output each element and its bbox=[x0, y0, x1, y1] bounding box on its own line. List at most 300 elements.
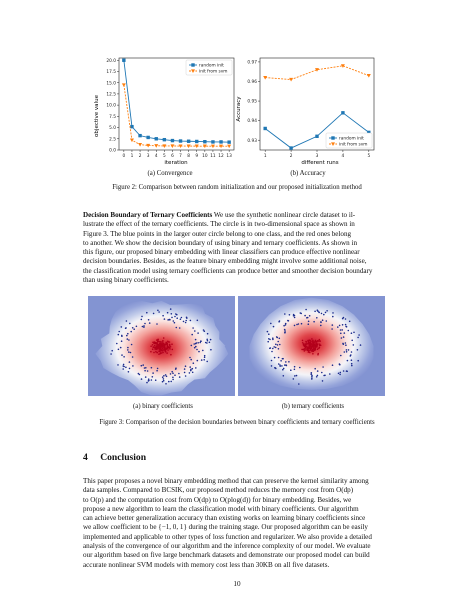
red-point bbox=[308, 351, 310, 353]
blue-point bbox=[299, 367, 301, 369]
blue-point bbox=[175, 368, 177, 370]
red-point bbox=[153, 352, 155, 354]
blue-point bbox=[339, 325, 341, 327]
red-point bbox=[168, 346, 170, 348]
y-tick-label: 7.5 bbox=[109, 114, 116, 120]
blue-point bbox=[289, 314, 291, 316]
red-point bbox=[313, 346, 315, 348]
blue-point bbox=[110, 353, 112, 355]
blue-point bbox=[322, 366, 324, 368]
red-point bbox=[303, 344, 305, 346]
data-point bbox=[163, 138, 166, 141]
y-tick-label: 0.94 bbox=[247, 119, 257, 125]
blue-point bbox=[285, 361, 287, 363]
blue-point bbox=[338, 373, 340, 375]
red-point bbox=[309, 344, 311, 346]
blue-point bbox=[200, 340, 202, 342]
blue-point bbox=[332, 316, 334, 318]
blue-point bbox=[278, 321, 280, 323]
blue-point bbox=[184, 372, 186, 374]
data-point bbox=[263, 127, 266, 130]
blue-point bbox=[331, 328, 333, 330]
red-point bbox=[317, 353, 319, 355]
red-point bbox=[162, 340, 164, 342]
data-point bbox=[138, 134, 141, 137]
red-point bbox=[313, 344, 315, 346]
data-point bbox=[191, 63, 194, 66]
accuracy-subcaption: (b) Accuracy bbox=[290, 170, 326, 177]
data-point bbox=[122, 83, 126, 87]
blue-point bbox=[132, 356, 134, 358]
blue-point bbox=[357, 337, 359, 339]
x-tick-label: 2 bbox=[138, 154, 142, 159]
blue-point bbox=[170, 373, 172, 375]
blue-point bbox=[196, 349, 198, 351]
red-point bbox=[162, 352, 164, 354]
red-point bbox=[166, 352, 168, 354]
section-title: Conclusion bbox=[100, 452, 147, 463]
blue-point bbox=[186, 317, 188, 319]
blue-point bbox=[185, 375, 187, 377]
blue-point bbox=[341, 329, 343, 331]
blue-point bbox=[118, 331, 120, 333]
blue-point bbox=[163, 375, 165, 377]
paragraph-line: than using binary coefficients. bbox=[83, 276, 169, 285]
blue-point bbox=[121, 335, 123, 337]
data-point bbox=[155, 137, 158, 140]
blue-point bbox=[176, 327, 178, 329]
blue-point bbox=[158, 311, 160, 313]
paragraph-line: Figure 3. The blue points in the larger outer circle belong to one class, and the red ones belong bbox=[83, 229, 352, 238]
red-point bbox=[152, 344, 154, 346]
blue-point bbox=[344, 351, 346, 353]
blue-point bbox=[298, 323, 300, 325]
blue-point bbox=[332, 324, 334, 326]
red-point bbox=[319, 339, 321, 341]
red-point bbox=[314, 349, 316, 351]
x-tick-label: 7 bbox=[179, 154, 182, 159]
data-point bbox=[138, 143, 142, 147]
blue-point bbox=[191, 334, 193, 336]
accuracy-ylabel: Accuracy bbox=[236, 96, 242, 122]
blue-point bbox=[132, 365, 134, 367]
series-line bbox=[265, 66, 369, 80]
blue-point bbox=[342, 318, 344, 320]
blue-point bbox=[344, 332, 346, 334]
y-tick-label: 20.0 bbox=[106, 58, 116, 64]
blue-point bbox=[357, 349, 359, 351]
conclusion-line: propose a new algorithm to learn the classification model with binary coefficients. Our algorithm bbox=[83, 504, 359, 513]
blue-point bbox=[144, 323, 146, 325]
blue-point bbox=[210, 349, 212, 351]
conclusion-line: analysis of the convergence of our algorithm and the inference complexity of our model. We evaluate bbox=[83, 542, 371, 551]
blue-point bbox=[340, 329, 342, 331]
red-point bbox=[160, 345, 162, 347]
data-point bbox=[219, 140, 222, 143]
blue-point bbox=[153, 313, 155, 315]
blue-point bbox=[129, 368, 131, 370]
red-point bbox=[308, 342, 310, 344]
blue-point bbox=[322, 380, 324, 382]
blue-point bbox=[122, 368, 124, 370]
blue-point bbox=[316, 376, 318, 378]
blue-point bbox=[277, 344, 279, 346]
blue-point bbox=[117, 364, 119, 366]
blue-point bbox=[340, 355, 342, 357]
blue-point bbox=[127, 338, 129, 340]
blue-point bbox=[151, 379, 153, 381]
blue-point bbox=[345, 318, 347, 320]
blue-point bbox=[290, 369, 292, 371]
red-point bbox=[311, 351, 313, 353]
blue-point bbox=[129, 361, 131, 363]
blue-point bbox=[165, 374, 167, 376]
x-tick-label: 2 bbox=[289, 154, 293, 159]
blue-point bbox=[282, 369, 284, 371]
blue-point bbox=[274, 357, 276, 359]
blue-point bbox=[198, 351, 200, 353]
x-tick-label: 0 bbox=[122, 154, 126, 159]
data-point bbox=[203, 140, 206, 143]
red-point bbox=[166, 347, 168, 349]
x-tick-label: 9 bbox=[195, 154, 199, 159]
blue-point bbox=[128, 339, 130, 341]
blue-point bbox=[192, 372, 194, 374]
blue-point bbox=[155, 379, 157, 381]
blue-point bbox=[185, 320, 187, 322]
y-tick-label: 0.96 bbox=[247, 80, 257, 86]
y-tick-label: 0.95 bbox=[247, 99, 257, 105]
red-point bbox=[165, 344, 167, 346]
blue-point bbox=[206, 361, 208, 363]
y-tick-label: 5.0 bbox=[109, 126, 116, 132]
blue-point bbox=[130, 352, 132, 354]
blue-point bbox=[178, 373, 180, 375]
red-point bbox=[303, 349, 305, 351]
red-point bbox=[310, 340, 312, 342]
blue-point bbox=[151, 367, 153, 369]
red-point bbox=[317, 343, 319, 345]
red-point bbox=[165, 351, 167, 353]
red-point bbox=[156, 352, 158, 354]
blue-point bbox=[283, 325, 285, 327]
red-point bbox=[309, 352, 311, 354]
red-point bbox=[161, 341, 163, 343]
x-tick-label: 6 bbox=[171, 154, 174, 159]
section-number: 4 bbox=[83, 452, 88, 463]
blue-point bbox=[300, 313, 302, 315]
blue-point bbox=[321, 372, 323, 374]
blue-point bbox=[278, 357, 280, 359]
blue-point bbox=[192, 368, 194, 370]
blue-point bbox=[284, 330, 286, 332]
blue-point bbox=[298, 383, 300, 385]
blue-point bbox=[329, 373, 331, 375]
blue-point bbox=[143, 325, 145, 327]
blue-point bbox=[350, 354, 352, 356]
blue-point bbox=[284, 313, 286, 315]
blue-point bbox=[317, 375, 319, 377]
blue-point bbox=[157, 368, 159, 370]
red-point bbox=[318, 348, 320, 350]
blue-point bbox=[313, 321, 315, 323]
blue-point bbox=[194, 330, 196, 332]
blue-point bbox=[142, 364, 144, 366]
red-point bbox=[167, 346, 169, 348]
blue-point bbox=[149, 322, 151, 324]
blue-point bbox=[337, 326, 339, 328]
blue-point bbox=[279, 344, 281, 346]
blue-point bbox=[304, 315, 306, 317]
blue-point bbox=[323, 314, 325, 316]
red-point bbox=[317, 348, 319, 350]
conclusion-line: implemented and applicable to other types of loss function and regularizer. We also provide a detailed bbox=[83, 532, 372, 541]
blue-point bbox=[357, 360, 359, 362]
red-point bbox=[307, 349, 309, 351]
blue-point bbox=[141, 316, 143, 318]
red-point bbox=[167, 349, 169, 351]
legend-label: init from svm bbox=[199, 69, 228, 75]
red-point bbox=[311, 343, 313, 345]
data-point bbox=[227, 140, 230, 143]
red-point bbox=[157, 339, 159, 341]
data-point bbox=[211, 140, 214, 143]
blue-point bbox=[146, 382, 148, 384]
decision-boundary-paragraph bbox=[83, 211, 395, 285]
blue-point bbox=[180, 318, 182, 320]
blue-point bbox=[294, 366, 296, 368]
blue-point bbox=[206, 339, 208, 341]
blue-point bbox=[353, 332, 355, 334]
blue-point bbox=[120, 347, 122, 349]
blue-point bbox=[345, 344, 347, 346]
blue-point bbox=[207, 340, 209, 342]
blue-point bbox=[270, 347, 272, 349]
legend-label: random init bbox=[339, 136, 364, 142]
blue-point bbox=[351, 351, 353, 353]
blue-point bbox=[294, 369, 296, 371]
y-tick-label: 17.5 bbox=[106, 70, 116, 76]
red-point bbox=[160, 346, 162, 348]
conclusion-line: our algorithm based on five large benchmark datasets and demonstrate our proposed model can build bbox=[83, 551, 370, 560]
red-point bbox=[315, 346, 317, 348]
x-tick-label: 11 bbox=[210, 154, 216, 159]
x-tick-label: 8 bbox=[187, 154, 191, 159]
ternary-subcaption: (b) ternary coefficients bbox=[281, 403, 345, 410]
red-point bbox=[158, 353, 160, 355]
paragraph-line: We use the synthetic nonlinear circle dataset to il- bbox=[213, 211, 356, 219]
data-point bbox=[171, 139, 174, 142]
blue-point bbox=[171, 371, 173, 373]
blue-point bbox=[275, 347, 277, 349]
blue-point bbox=[126, 320, 128, 322]
blue-point bbox=[202, 350, 204, 352]
red-point bbox=[164, 345, 166, 347]
red-point bbox=[172, 349, 174, 351]
red-point bbox=[163, 349, 165, 351]
blue-point bbox=[320, 321, 322, 323]
blue-point bbox=[131, 344, 133, 346]
blue-point bbox=[346, 326, 348, 328]
blue-point bbox=[185, 322, 187, 324]
blue-point bbox=[189, 357, 191, 359]
blue-point bbox=[309, 315, 311, 317]
convergence-plot bbox=[92, 54, 242, 166]
red-point bbox=[309, 350, 311, 352]
blue-point bbox=[348, 349, 350, 351]
blue-point bbox=[174, 374, 176, 376]
blue-point bbox=[346, 371, 348, 373]
blue-point bbox=[301, 323, 303, 325]
y-tick-label: 0.97 bbox=[247, 60, 257, 66]
blue-point bbox=[121, 326, 123, 328]
red-point bbox=[162, 343, 164, 345]
data-point bbox=[315, 135, 318, 138]
blue-point bbox=[326, 310, 328, 312]
blue-point bbox=[360, 344, 362, 346]
red-point bbox=[311, 338, 313, 340]
blue-point bbox=[317, 370, 319, 372]
blue-point bbox=[284, 329, 286, 331]
blue-point bbox=[205, 342, 207, 344]
blue-point bbox=[168, 381, 170, 383]
blue-point bbox=[138, 373, 140, 375]
paragraph-line: to another. We show the decision boundary of using binary and ternary coefficients. As shown in bbox=[83, 238, 357, 247]
red-point bbox=[169, 344, 171, 346]
x-tick-label: 3 bbox=[146, 154, 150, 159]
blue-point bbox=[267, 341, 269, 343]
red-point bbox=[305, 349, 307, 351]
red-point bbox=[307, 340, 309, 342]
blue-point bbox=[201, 359, 203, 361]
blue-point bbox=[144, 370, 146, 372]
blue-point bbox=[347, 360, 349, 362]
blue-point bbox=[146, 312, 148, 314]
y-tick-label: 0.93 bbox=[247, 138, 257, 144]
blue-point bbox=[125, 367, 127, 369]
blue-point bbox=[271, 365, 273, 367]
data-point bbox=[289, 146, 292, 149]
blue-point bbox=[203, 329, 205, 331]
blue-point bbox=[316, 317, 318, 319]
red-point bbox=[315, 340, 317, 342]
blue-point bbox=[172, 379, 174, 381]
blue-point bbox=[332, 312, 334, 314]
blue-point bbox=[296, 375, 298, 377]
blue-point bbox=[285, 364, 287, 366]
red-point bbox=[152, 348, 154, 350]
blue-point bbox=[195, 339, 197, 341]
blue-point bbox=[325, 312, 327, 314]
page-number: 10 bbox=[233, 580, 241, 588]
y-tick-label: 10.0 bbox=[106, 103, 116, 109]
blue-point bbox=[321, 313, 323, 315]
blue-point bbox=[323, 375, 325, 377]
blue-point bbox=[148, 378, 150, 380]
blue-point bbox=[163, 378, 165, 380]
red-point bbox=[150, 351, 152, 353]
x-tick-label: 5 bbox=[367, 154, 371, 159]
convergence-subcaption: (a) Convergence bbox=[147, 170, 193, 177]
conclusion-line: This paper proposes a novel binary embedding method that can preserve the kernel similarity among bbox=[83, 477, 369, 485]
blue-point bbox=[271, 351, 273, 353]
blue-point bbox=[148, 319, 150, 321]
blue-point bbox=[326, 320, 328, 322]
red-point bbox=[310, 349, 312, 351]
blue-point bbox=[311, 378, 313, 380]
blue-point bbox=[121, 354, 123, 356]
blue-point bbox=[358, 334, 360, 336]
blue-point bbox=[133, 328, 135, 330]
red-point bbox=[302, 340, 304, 342]
blue-point bbox=[128, 371, 130, 373]
red-point bbox=[170, 354, 172, 356]
blue-point bbox=[341, 337, 343, 339]
blue-point bbox=[136, 326, 138, 328]
blue-point bbox=[282, 358, 284, 360]
blue-point bbox=[145, 367, 147, 369]
red-point bbox=[169, 341, 171, 343]
red-point bbox=[158, 351, 160, 353]
red-point bbox=[317, 340, 319, 342]
data-point bbox=[367, 74, 371, 78]
y-tick-label: 2.5 bbox=[109, 137, 116, 143]
blue-point bbox=[343, 370, 345, 372]
red-point bbox=[155, 351, 157, 353]
y-tick-label: 0.0 bbox=[109, 148, 116, 154]
accuracy-plot bbox=[232, 54, 382, 166]
blue-point bbox=[279, 365, 281, 367]
red-point bbox=[169, 348, 171, 350]
red-point bbox=[171, 343, 173, 345]
paragraph-lead: Decision Boundary of Ternary Coefficients bbox=[83, 211, 213, 219]
blue-point bbox=[210, 339, 212, 341]
blue-point bbox=[165, 383, 167, 385]
blue-point bbox=[183, 321, 185, 323]
blue-point bbox=[191, 345, 193, 347]
blue-point bbox=[194, 347, 196, 349]
blue-point bbox=[294, 317, 296, 319]
blue-point bbox=[348, 330, 350, 332]
accuracy-xlabel: different runs bbox=[301, 160, 339, 166]
blue-point bbox=[129, 323, 131, 325]
blue-point bbox=[269, 339, 271, 341]
conclusion-line: can achieve better generalization accuracy than existing works on learning binary coefficients since bbox=[83, 514, 366, 523]
red-point bbox=[310, 345, 312, 347]
blue-point bbox=[152, 376, 154, 378]
blue-point bbox=[171, 317, 173, 319]
blue-point bbox=[172, 373, 174, 375]
x-tick-label: 4 bbox=[154, 154, 158, 159]
blue-point bbox=[209, 342, 211, 344]
paragraph-line: this figure, our proposed binary embedding with linear classifiers can produce effective nonlinear bbox=[83, 248, 360, 257]
blue-point bbox=[189, 372, 191, 374]
conclusion-line: we allow coefficient to be {−1, 0, 1} during the training stage. Our proposed algorithm can be easily bbox=[83, 523, 368, 532]
blue-point bbox=[190, 370, 192, 372]
red-point bbox=[311, 347, 313, 349]
blue-point bbox=[141, 365, 143, 367]
blue-point bbox=[197, 332, 199, 334]
blue-point bbox=[123, 356, 125, 358]
blue-point bbox=[272, 348, 274, 350]
blue-point bbox=[332, 364, 334, 366]
blue-point bbox=[118, 334, 120, 336]
conclusion-line: accurate nonlinear SVM models with memory cost less than 30KB on all five datasets. bbox=[83, 560, 330, 569]
red-point bbox=[305, 343, 307, 345]
blue-point bbox=[308, 323, 310, 325]
paragraph-line: lustrate the effect of the ternary coefficients. The circle is in two-dimensional space as shown in bbox=[83, 220, 355, 229]
blue-point bbox=[176, 314, 178, 316]
